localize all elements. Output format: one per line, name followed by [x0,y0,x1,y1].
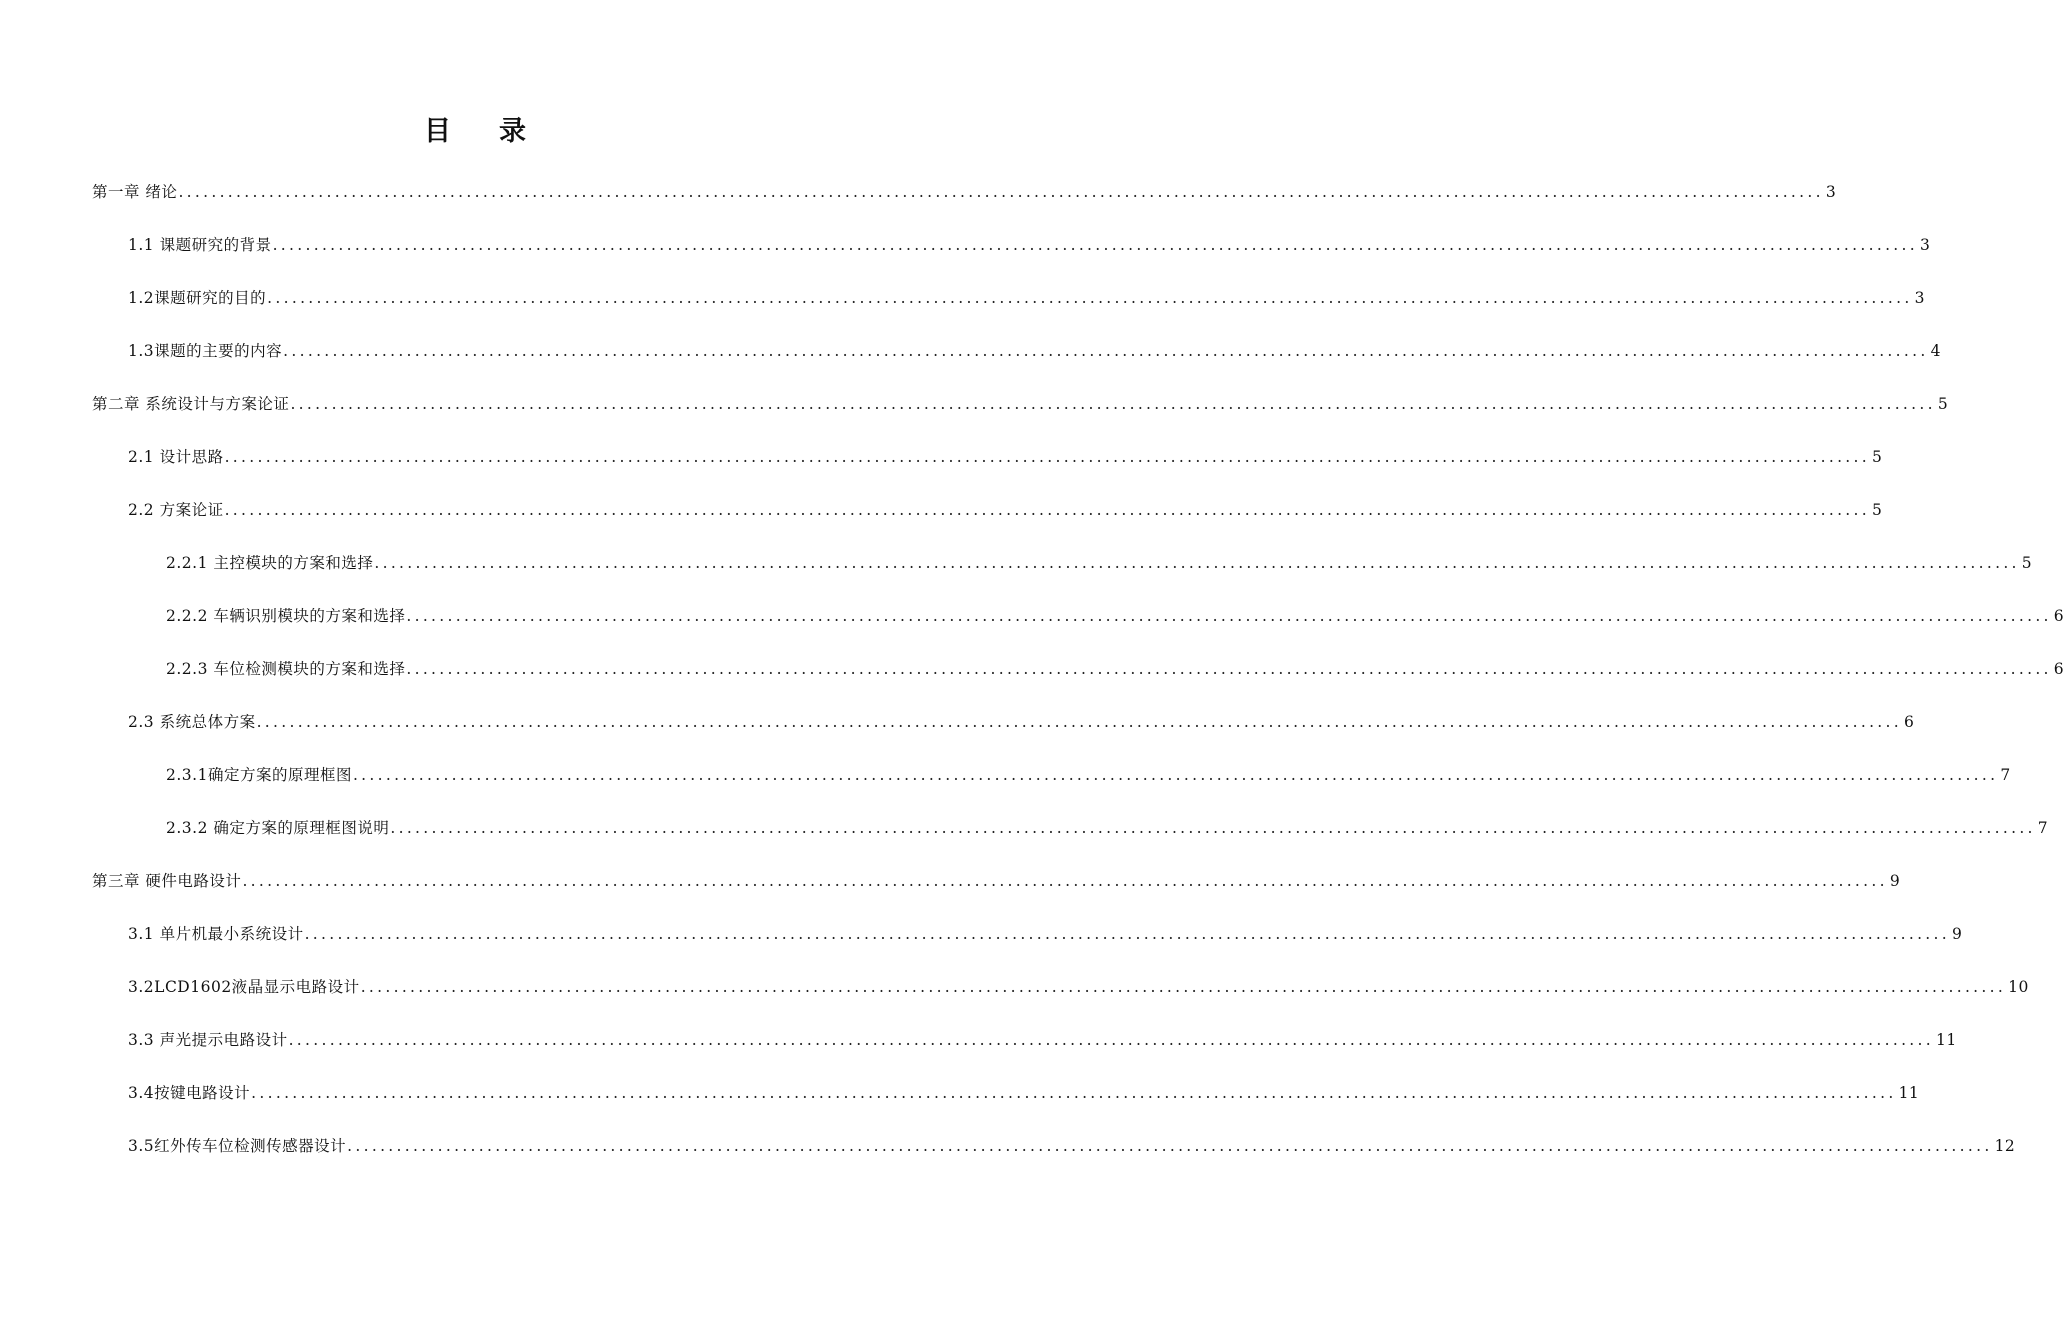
toc-entry[interactable] [128,488,1883,532]
toc-leader-dots: ........................................................................................................................................................................................................ [347,1137,1993,1155]
toc-title-char-2: 录 [499,116,526,147]
toc-entry-text: 3.4按键电路设计 [128,1084,251,1102]
toc-entry[interactable] [128,1124,2016,1168]
toc-leader-dots: ........................................................................................................................................................................................................ [390,819,2036,837]
toc-entry[interactable] [128,1071,1920,1115]
toc-leader-dots: ........................................................................................................................................................................................................ [406,607,2052,625]
toc-entry[interactable] [92,382,1949,426]
toc-leader-dots: ........................................................................................................................................................................................................ [178,183,1824,201]
toc-leader-dots: ........................................................................................................................................................................................................ [251,1084,1897,1102]
toc-entry[interactable] [128,700,1915,744]
toc-entry[interactable] [166,647,2064,691]
toc-leader-dots: ........................................................................................................................................................................................................ [256,713,1902,731]
toc-entry-page: 3 [1825,183,1837,201]
toc-entry-text: 1.1 课题研究的背景 [128,236,272,254]
toc-entry-text: 1.3课题的主要的内容 [128,342,283,360]
toc-entry[interactable] [92,170,1837,214]
toc-entry-page: 6 [2053,660,2064,678]
toc-entry[interactable] [128,329,1941,373]
toc-entry[interactable] [92,859,1901,903]
toc-entry[interactable] [128,1018,1957,1062]
toc-entry[interactable] [166,806,2049,850]
toc-entry-text: 2.1 设计思路 [128,448,224,466]
toc-entry[interactable] [128,435,1883,479]
toc-entry-page: 6 [1903,713,1915,731]
toc-entry-page: 3 [1914,289,1925,307]
toc-leader-dots: ........................................................................................................................................................................................................ [224,501,1870,519]
toc-leader-dots: ........................................................................................................................................................................................................ [242,872,1888,890]
toc-leader-dots: ........................................................................................................................................................................................................ [288,1031,1934,1049]
toc-entry-text: 3.3 声光提示电路设计 [128,1031,288,1049]
toc-entry-page: 6 [2053,607,2064,625]
toc-entry-text: 2.3.2 确定方案的原理框图说明 [166,819,390,837]
toc-entry-text: 3.1 单片机最小系统设计 [128,925,304,943]
toc-entry[interactable] [128,965,2029,1009]
toc-entry-page: 5 [2021,554,2033,572]
toc-entry-text: 第二章 系统设计与方案论证 [92,395,290,413]
toc-leader-dots: ........................................................................................................................................................................................................ [406,660,2052,678]
toc-entry[interactable] [128,912,1963,956]
toc-entry[interactable] [128,276,1925,320]
toc-entry-page: 7 [2000,766,2011,784]
toc-entry-text: 3.5红外传车位检测传感器设计 [128,1137,347,1155]
toc-entry-page: 5 [1871,501,1883,519]
toc-leader-dots: ........................................................................................................................................................................................................ [267,289,1913,307]
toc-entry-text: 第三章 硬件电路设计 [92,872,242,890]
toc-leader-dots: ........................................................................................................................................................................................................ [304,925,1950,943]
toc-entry-page: 5 [1937,395,1949,413]
toc-entry[interactable] [128,223,1931,267]
toc-entry-page: 9 [1889,872,1901,890]
toc-entry[interactable] [166,594,2064,638]
toc-leader-dots: ........................................................................................................................................................................................................ [290,395,1936,413]
toc-entry[interactable] [166,753,2011,797]
toc-entry-page: 7 [2037,819,2049,837]
toc-entry-page: 11 [1935,1031,1957,1049]
toc-entry-text: 第一章 绪论 [92,183,178,201]
toc-entry[interactable] [166,541,2033,585]
toc-entry-page: 9 [1951,925,1963,943]
toc-leader-dots: ........................................................................................................................................................................................................ [374,554,2020,572]
toc-entry-text: 2.2 方案论证 [128,501,224,519]
toc-entry-text: 3.2LCD1602液晶显示电路设计 [128,978,360,996]
toc-title [0,112,950,152]
toc-leader-dots: ........................................................................................................................................................................................................ [352,766,1999,784]
toc-title-char-1: 目 [424,116,451,147]
toc-leader-dots: ........................................................................................................................................................................................................ [272,236,1918,254]
toc-entry-text: 2.2.2 车辆识别模块的方案和选择 [166,607,406,625]
toc-entry-text: 2.2.3 车位检测模块的方案和选择 [166,660,406,678]
toc-entry-text: 1.2课题研究的目的 [128,289,267,307]
toc-entry-text: 2.3 系统总体方案 [128,713,256,731]
toc-entry-page: 12 [1994,1137,2016,1155]
toc-entry-page: 11 [1898,1084,1920,1102]
toc-entry-page: 3 [1919,236,1931,254]
toc-entry-text: 2.3.1确定方案的原理框图 [166,766,352,784]
toc-entry-page: 5 [1871,448,1883,466]
toc-leader-dots: ........................................................................................................................................................................................................ [283,342,1929,360]
toc-leader-dots: ........................................................................................................................................................................................................ [224,448,1870,466]
toc-entry-page: 4 [1930,342,1941,360]
toc-entry-text: 2.2.1 主控模块的方案和选择 [166,554,374,572]
toc-entry-page: 10 [2008,978,2029,996]
toc-leader-dots: ........................................................................................................................................................................................................ [360,978,2007,996]
